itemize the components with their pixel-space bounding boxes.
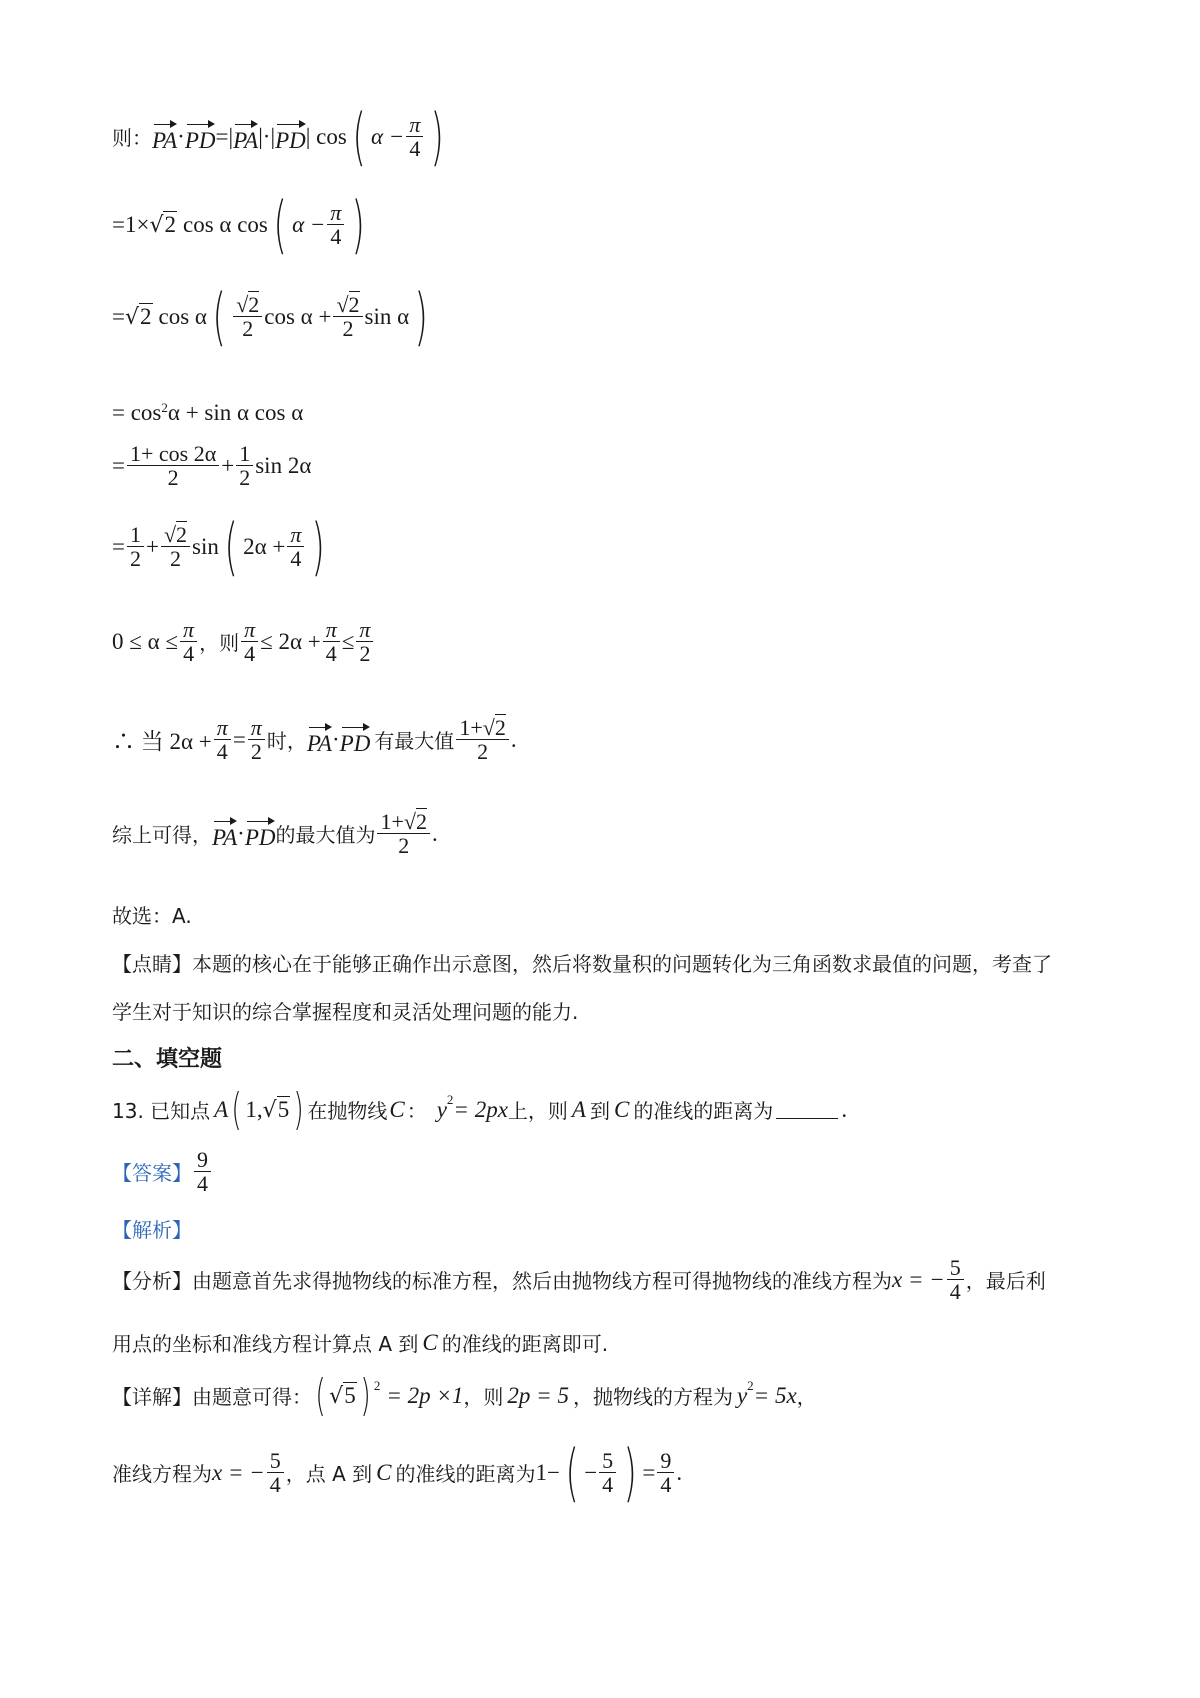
text: ·	[331, 726, 340, 752]
fraction	[287, 523, 304, 570]
fenxi-line-1	[112, 1256, 1046, 1303]
fraction	[657, 1449, 674, 1496]
text: 【详解】由题意可得：	[112, 1385, 312, 1410]
sqrt	[125, 303, 153, 330]
equation-line-2	[112, 188, 371, 261]
fraction	[377, 810, 430, 857]
text: A	[571, 1096, 586, 1122]
text: sin 2α	[255, 452, 312, 478]
right-paren: )	[430, 100, 445, 173]
right-paren: )	[293, 1084, 304, 1135]
denominator: 2	[477, 739, 489, 765]
text: 的准线的距离为	[633, 1099, 774, 1124]
denominator: 4	[290, 546, 302, 572]
right-paren: )	[311, 510, 326, 583]
text: ·	[177, 123, 185, 149]
superscript: 2	[747, 1378, 754, 1393]
section-heading: 二、填空题	[112, 1047, 223, 1072]
numerator: 1+√2	[456, 716, 509, 740]
text: 1,	[245, 1096, 263, 1122]
left-paren: (	[212, 280, 226, 353]
text: |·|	[258, 123, 276, 149]
denominator: 4	[244, 641, 256, 667]
answer-blank	[776, 1100, 838, 1119]
answer-row	[112, 1148, 213, 1195]
vector-pa: PA	[233, 120, 258, 154]
numerator: 1+ cos 2α	[127, 442, 219, 466]
answer-choice-text: 故选：A.	[112, 904, 192, 928]
text: C	[422, 1329, 438, 1355]
text: 在抛物线	[307, 1099, 388, 1124]
numerator: 5	[599, 1449, 616, 1473]
denominator: 4	[216, 739, 228, 765]
equation-line-8	[112, 716, 517, 763]
denominator: 2	[398, 833, 410, 859]
text: =1×	[112, 211, 150, 237]
text: 的准线的距离为	[395, 1462, 536, 1487]
sqrt-icon: √	[149, 213, 164, 239]
text: ：	[406, 1099, 427, 1124]
fraction	[233, 293, 262, 340]
right-paren: )	[351, 188, 366, 261]
analysis-label: 【解析】	[112, 1218, 192, 1242]
fraction	[599, 1449, 616, 1496]
sqrt	[263, 1096, 291, 1123]
numerator: √2	[233, 293, 262, 317]
text: 到	[589, 1099, 610, 1124]
numerator: π	[287, 523, 304, 547]
comment-line-2: 学生对于知识的综合掌握程度和灵活处理问题的能力.	[112, 1000, 579, 1024]
vector-pa: PA	[152, 120, 177, 154]
text: 综上可得，	[112, 823, 212, 848]
denominator: 4	[269, 1472, 281, 1498]
fraction	[947, 1256, 964, 1303]
superscript: 2	[161, 400, 168, 415]
text: ∴ 当 2α +	[112, 729, 212, 755]
text: y	[736, 1382, 748, 1408]
text: 2α +	[243, 533, 286, 559]
left-paren: (	[273, 188, 287, 261]
text: α + sin α cos α	[167, 400, 304, 425]
answer-label: 【答案】	[112, 1161, 192, 1186]
text: +	[221, 452, 235, 478]
denominator: 2	[242, 316, 254, 342]
text: .	[676, 1459, 683, 1485]
denominator: 4	[660, 1472, 672, 1498]
right-paren: )	[623, 1436, 637, 1509]
text: 的最大值为	[275, 823, 376, 848]
numerator: 5	[947, 1256, 964, 1280]
text: 有最大值	[374, 729, 455, 754]
radicand: 2	[415, 809, 427, 834]
fraction	[248, 716, 265, 763]
right-paren: )	[360, 1370, 371, 1421]
equation-line-5	[112, 442, 311, 489]
text: cos α +	[264, 303, 332, 329]
radicand: 2	[348, 292, 360, 318]
denominator: 2	[250, 739, 262, 765]
xiangjie-line	[112, 1370, 817, 1421]
fenxi-line-2	[112, 1328, 608, 1357]
left-paren: (	[224, 510, 238, 583]
fraction	[456, 716, 509, 763]
text: C	[613, 1096, 630, 1122]
last-line	[112, 1436, 683, 1509]
superscript: 2	[446, 1092, 454, 1107]
fraction	[323, 618, 340, 665]
vector-pd: PD	[275, 120, 306, 154]
fraction	[267, 1449, 284, 1496]
numerator: π	[241, 618, 258, 642]
text: =	[112, 533, 125, 559]
fraction	[161, 523, 190, 570]
text: 0 ≤ α ≤	[112, 628, 179, 654]
text: ，	[796, 1385, 817, 1410]
fraction	[127, 523, 144, 570]
text: 上，则	[507, 1099, 568, 1124]
text: α −	[292, 211, 326, 237]
text: α −	[370, 123, 405, 149]
numerator: π	[406, 113, 423, 137]
denominator: 2	[239, 465, 251, 491]
denominator: 2	[170, 546, 181, 572]
text: 准线方程为	[112, 1462, 212, 1487]
left-paren: (	[565, 1436, 579, 1509]
sqrt	[329, 1382, 357, 1409]
denominator: 4	[325, 641, 337, 667]
text: = 5x	[753, 1382, 797, 1408]
question-13	[112, 1084, 848, 1135]
left-paren: (	[352, 100, 366, 173]
equation-line-4	[112, 400, 303, 426]
numerator: π	[327, 201, 344, 225]
text: ，抛物线的方程为	[572, 1385, 733, 1410]
superscript: 2	[373, 1378, 381, 1393]
equation-line-7	[112, 618, 375, 665]
text: sin α	[364, 303, 410, 329]
text: 的准线的距离即可.	[441, 1332, 609, 1356]
text: =	[112, 303, 125, 329]
radicand: 2	[176, 522, 188, 548]
numerator: 5	[267, 1449, 284, 1473]
sqrt	[149, 211, 177, 238]
text: .	[510, 726, 517, 752]
equation-line-3	[112, 280, 433, 353]
numerator: 1	[127, 523, 144, 547]
equation-line-9	[112, 810, 438, 857]
radicand: 2	[494, 715, 506, 740]
denominator: 4	[197, 1171, 208, 1197]
sqrt-icon: √	[124, 305, 140, 331]
fraction	[241, 618, 258, 665]
text: ·	[237, 820, 245, 846]
text: =|	[215, 123, 234, 149]
comment-line-1: 【点睛】本题的核心在于能够正确作出示意图，然后将数量积的问题转化为三角函数求最值的问题，考查了	[112, 952, 1052, 976]
denominator: 4	[602, 1472, 614, 1498]
text: 1+	[459, 715, 483, 740]
denominator: 4	[330, 224, 342, 250]
denominator: 2	[359, 641, 371, 667]
numerator: π	[214, 716, 231, 740]
text: .	[431, 820, 438, 846]
text: ，则	[463, 1385, 504, 1410]
text: 1−	[535, 1459, 560, 1485]
text: +	[145, 533, 159, 559]
numerator: 1+√2	[377, 810, 430, 834]
fraction	[180, 618, 197, 665]
text: A	[214, 1096, 229, 1122]
text: 13. 已知点	[112, 1099, 211, 1124]
text: ≤ 2α +	[260, 628, 321, 654]
text: .	[841, 1096, 848, 1122]
numerator: π	[248, 716, 265, 740]
vector-pa: PA	[212, 817, 237, 851]
sqrt-icon: √	[262, 1098, 277, 1124]
numerator: √2	[333, 293, 362, 317]
numerator: √2	[161, 523, 190, 547]
text: 1+	[380, 809, 404, 834]
fraction	[214, 716, 231, 763]
denominator: 2	[342, 316, 354, 342]
numerator: 9	[194, 1148, 211, 1172]
text: 则：	[112, 126, 152, 151]
denominator: 2	[167, 465, 179, 491]
radicand: 2	[164, 212, 176, 238]
radicand: 2	[140, 304, 152, 330]
text: 时，	[266, 729, 307, 754]
right-paren: )	[414, 280, 428, 353]
radicand: 2	[248, 292, 260, 318]
left-paren: (	[315, 1370, 326, 1421]
text: =	[112, 452, 125, 478]
equation-line-6	[112, 510, 331, 583]
text: ≤	[341, 628, 355, 654]
text: C	[376, 1459, 392, 1485]
numerator: 9	[657, 1449, 674, 1473]
numerator: π	[323, 618, 340, 642]
text: ，最后利	[965, 1269, 1046, 1294]
fraction	[327, 201, 344, 248]
text: | cos	[305, 123, 347, 149]
radicand: 5	[344, 1383, 356, 1409]
vector-pd: PD	[340, 723, 371, 757]
denominator: 2	[129, 546, 141, 572]
numerator: 1	[236, 442, 253, 466]
equation-line-1	[112, 100, 450, 173]
text: sin	[192, 533, 219, 559]
text: −	[584, 1459, 598, 1485]
text: C	[389, 1096, 405, 1122]
denominator: 4	[183, 641, 195, 667]
left-paren: (	[231, 1084, 242, 1135]
text: = 2px	[453, 1096, 508, 1122]
vector-pd: PD	[185, 120, 216, 154]
text: =	[642, 1459, 656, 1485]
sqrt-icon: √	[329, 1384, 344, 1410]
denominator: 4	[409, 136, 421, 162]
text: =	[232, 726, 246, 752]
text: y	[436, 1096, 447, 1122]
text: ，则	[199, 631, 240, 656]
text: 2p = 5	[507, 1382, 569, 1408]
fraction	[194, 1148, 211, 1195]
text: x = −	[212, 1459, 265, 1485]
text: cos α	[158, 303, 207, 329]
numerator: π	[180, 618, 197, 642]
fraction	[127, 442, 219, 489]
text: 【分析】由题意首先求得抛物线的标准方程，然后由抛物线方程可得抛物线的准线方程为	[112, 1269, 892, 1294]
vector-pd: PD	[245, 817, 276, 851]
text: = cos	[112, 400, 162, 425]
radicand: 5	[277, 1097, 290, 1123]
fraction	[406, 113, 423, 160]
fraction	[356, 618, 373, 665]
numerator: π	[356, 618, 373, 642]
text: cos α cos	[182, 211, 268, 237]
vector-pa: PA	[307, 723, 332, 757]
denominator: 4	[949, 1279, 961, 1305]
text: 用点的坐标和准线方程计算点 A 到	[112, 1332, 419, 1356]
text: ，点 A 到	[285, 1462, 373, 1487]
fraction	[333, 293, 362, 340]
text: = 2p ×1	[386, 1382, 464, 1408]
text: x = −	[892, 1266, 945, 1292]
fraction	[236, 442, 253, 489]
